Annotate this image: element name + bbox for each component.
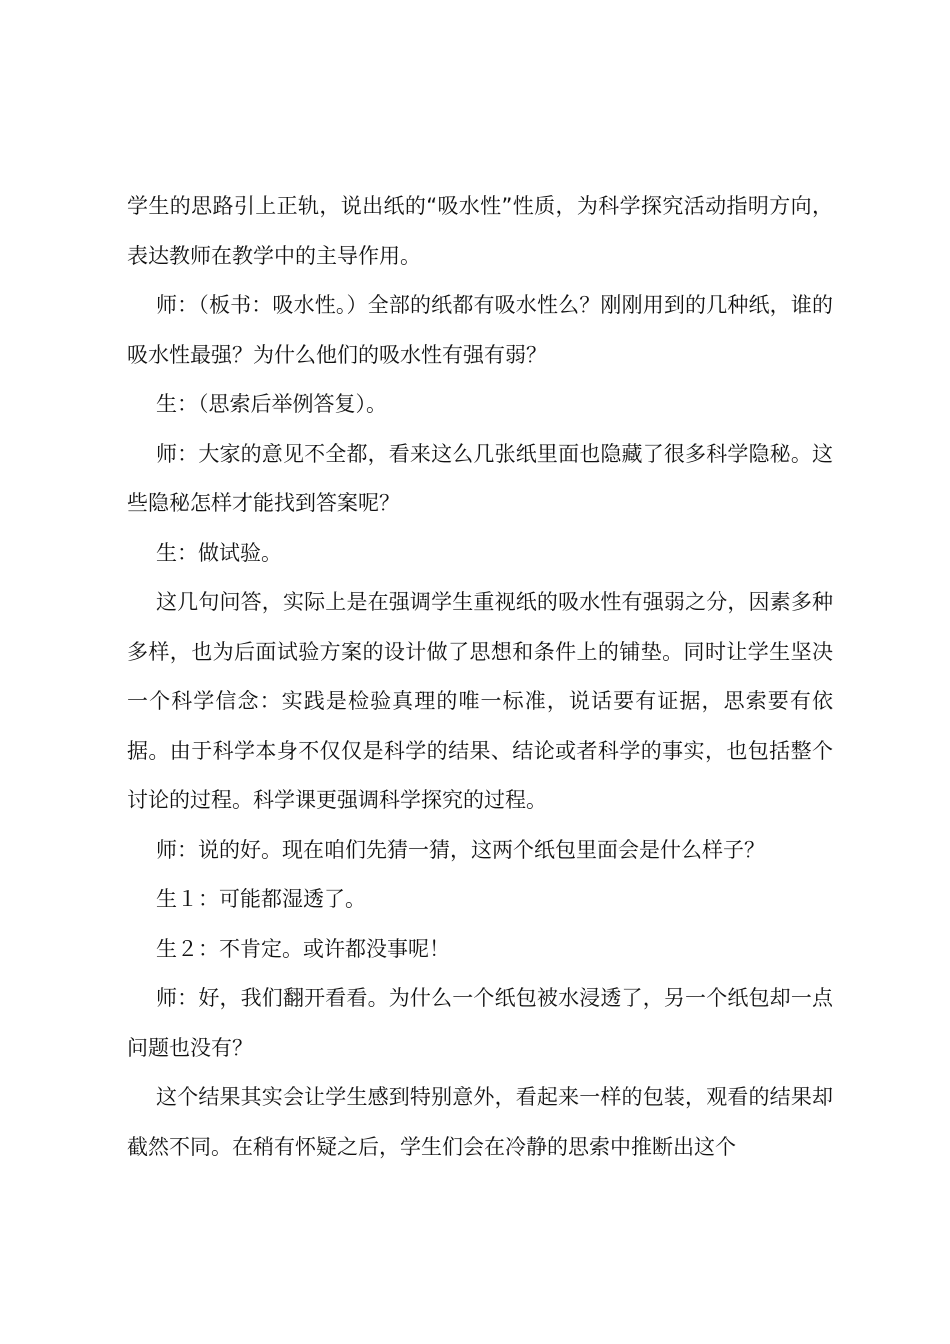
paragraph: 师：大家的意见不全都，看来这么几张纸里面也隐藏了很多科学隐秘。这些隐秘怎样才能找到答案呢？ <box>127 441 833 515</box>
paragraph: 师：（板书：吸水性。）全部的纸都有吸水性么？刚刚用到的几种纸，谁的吸水性最强？为什么他们的吸水性有强有弱？ <box>127 293 833 367</box>
paragraph: 生１：可能都湿透了。 <box>156 887 366 911</box>
paragraph: 学生的思路引上正轨，说出纸的“吸水性”性质，为科学探究活动指明方向，表达教师在教学中的主导作用。 <box>127 194 833 268</box>
paragraph: 生：做试验。 <box>156 540 282 565</box>
paragraph: 生２：不肯定。或许都没事呢！ <box>156 936 450 961</box>
paragraph: 生：（思索后举例答复）。 <box>156 392 387 416</box>
paragraph: 这几句问答，实际上是在强调学生重视纸的吸水性有强弱之分，因素多种多样，也为后面试验方案的设计做了思想和条件上的铺垫。同时让学生坚决一个科学信念：实践是检验真理的唯一标准，说话要有证据，思索要有依据。由于科学本身不仅仅是科学的结果、结论或者科学的事实，也包括整个讨论的过程。科学课更强调科学探究的过程。 <box>127 590 833 812</box>
paragraph: 师：好，我们翻开看看。为什么一个纸包被水浸透了，另一个纸包却一点问题也没有？ <box>127 986 833 1060</box>
paragraph: 这个结果其实会让学生感到特别意外，看起来一样的包装，观看的结果却截然不同。在稍有怀疑之后，学生们会在冷静的思索中推断出这个 <box>127 1085 833 1159</box>
paragraph: 师：说的好。现在咱们先猜一猜，这两个纸包里面会是什么样子？ <box>156 837 765 862</box>
document-body <box>127 182 833 1172</box>
